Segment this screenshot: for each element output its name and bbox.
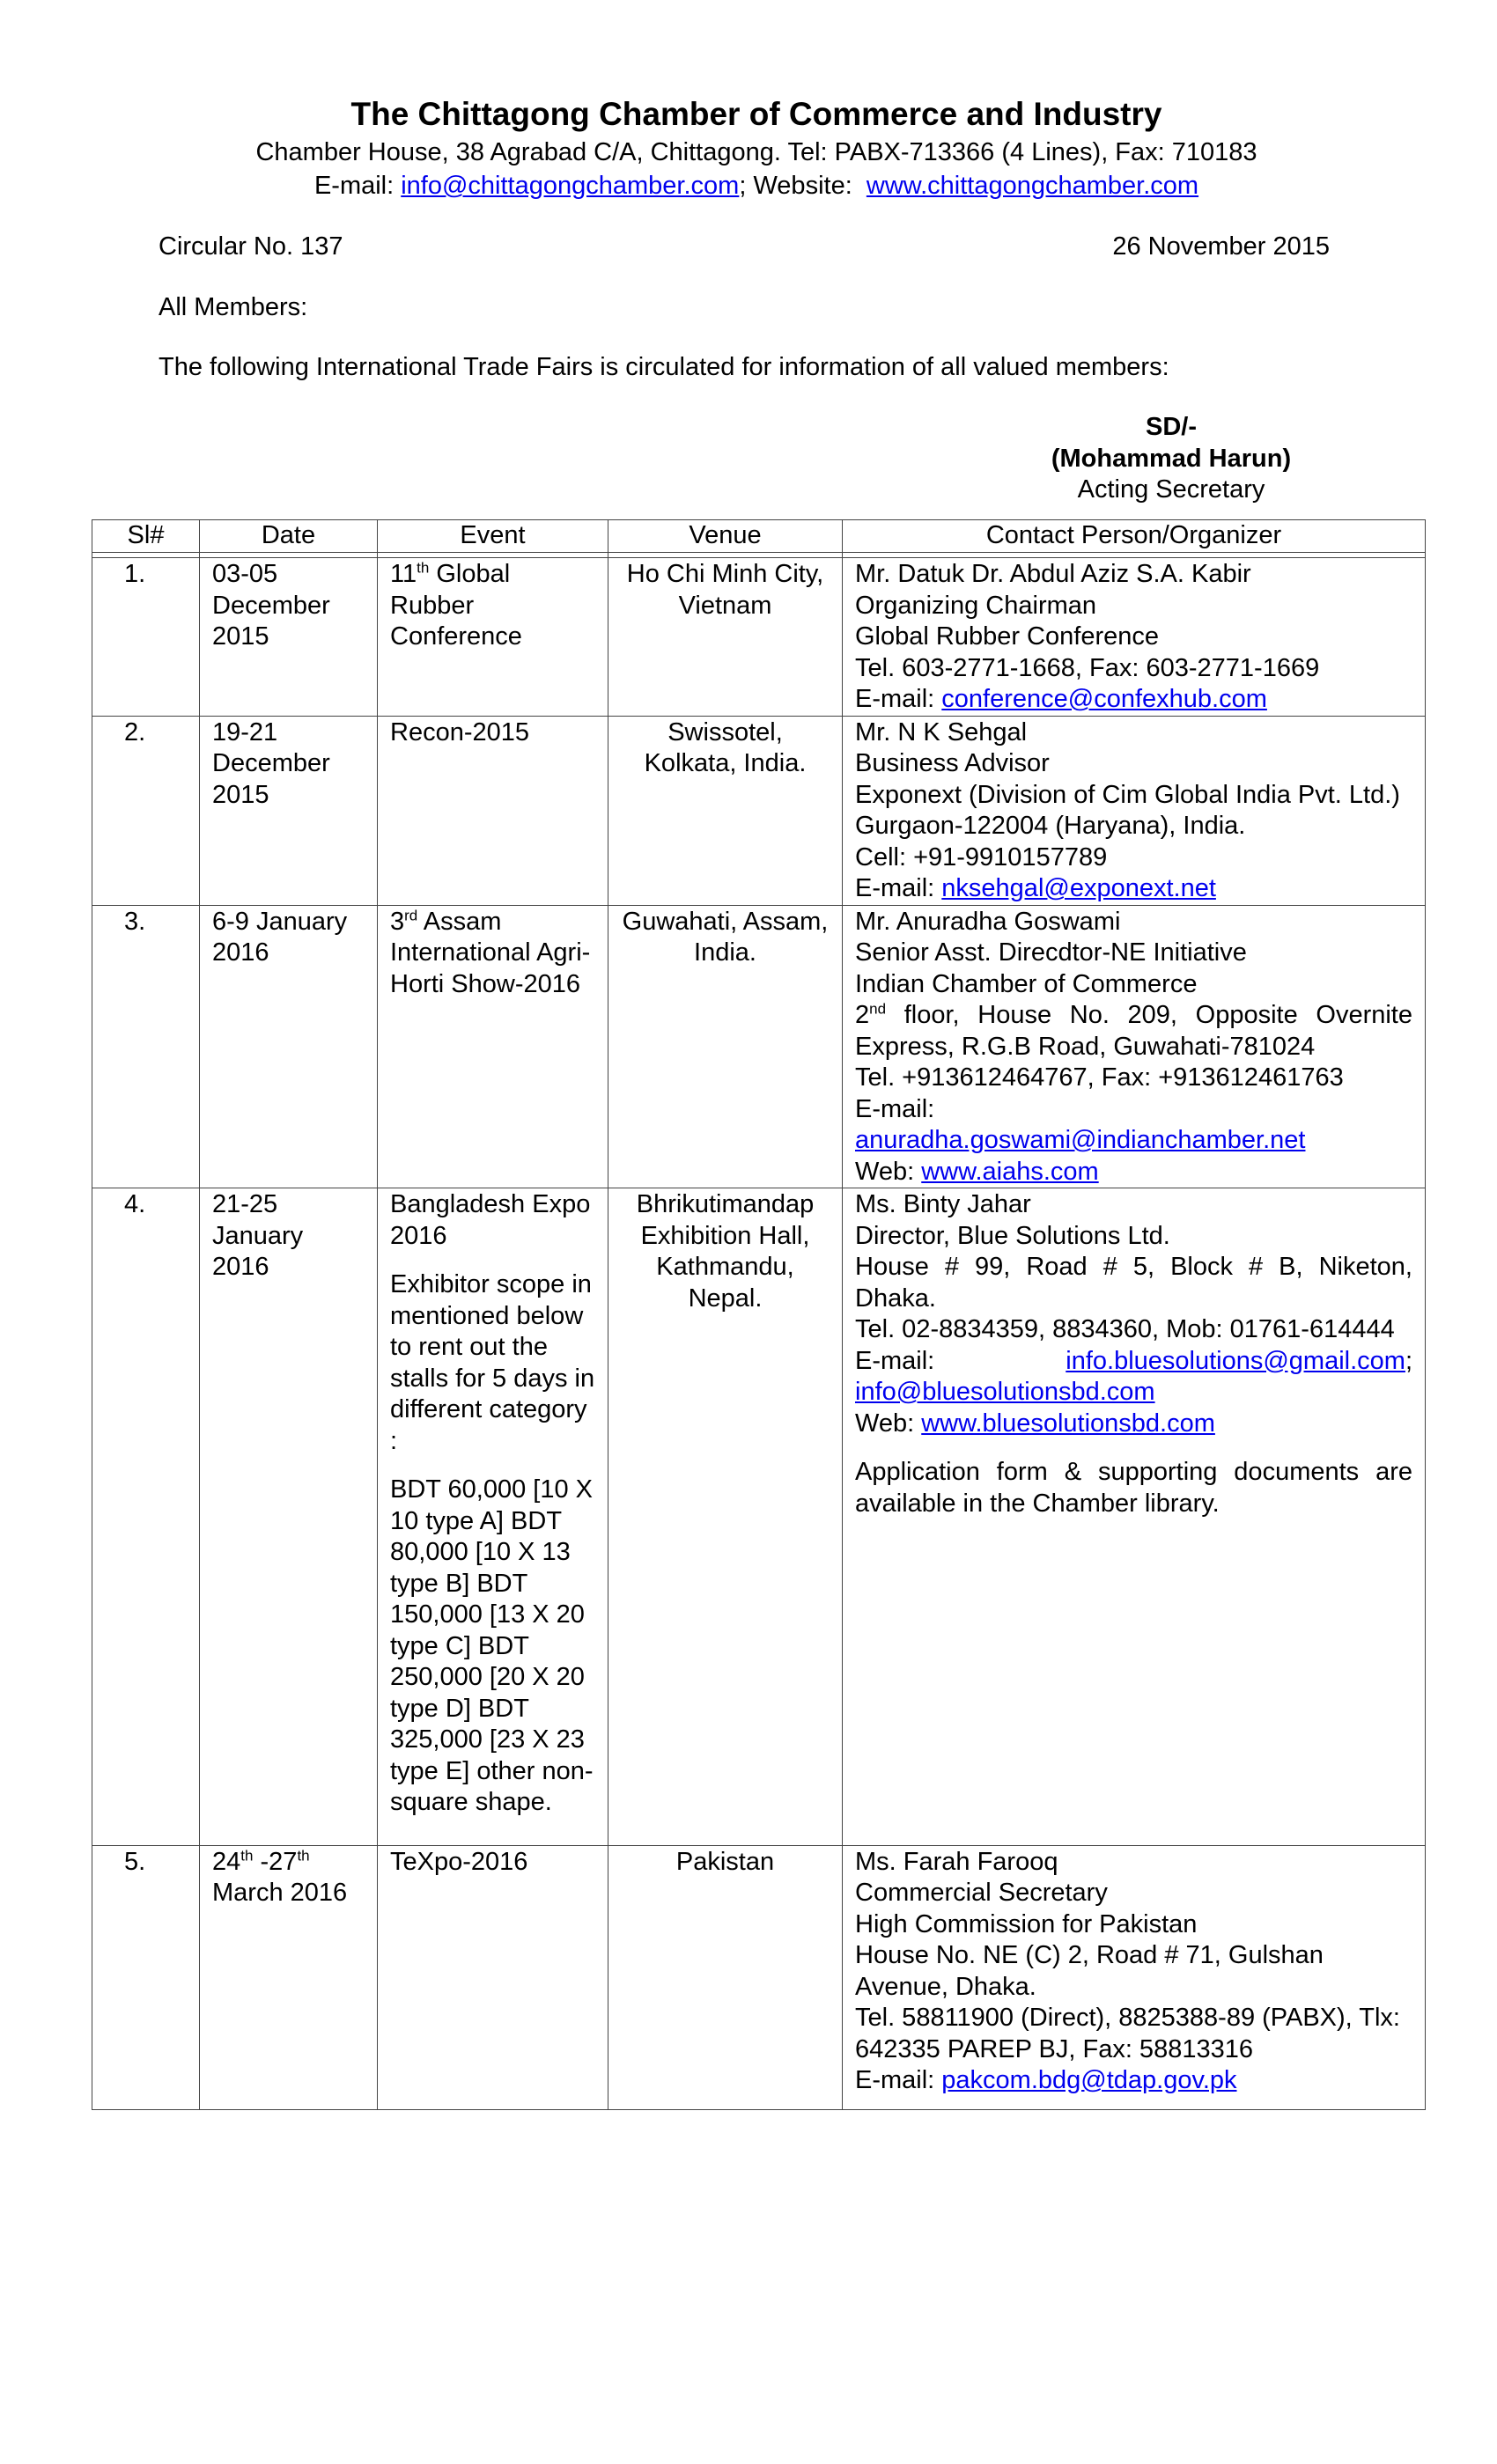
trade-fairs-table	[92, 519, 1426, 2110]
event-ordinal-suffix: th	[417, 559, 430, 577]
row-venue: Ho Chi Minh City, Vietnam	[608, 558, 843, 717]
row-event	[378, 558, 608, 717]
table-row	[92, 1845, 1426, 2109]
row-date: 21-25 January 2016	[200, 1188, 378, 1846]
event-scope: Exhibitor scope in mentioned below to rent out the stalls for 5 days in different category :	[390, 1270, 595, 1455]
contact-name: Mr. N K Sehgal	[855, 717, 1028, 747]
circular-number: Circular No. 137	[159, 232, 343, 261]
organization-website-link[interactable]: www.chittagongchamber.com	[866, 172, 1199, 200]
row-contact	[843, 1188, 1426, 1846]
email-label: E-mail:	[855, 2066, 935, 2094]
contact-title: Organizing Chairman	[855, 591, 1097, 620]
organization-address: Chamber House, 38 Agrabad C/A, Chittagong. Tel: PABX-713366 (4 Lines), Fax: 710183	[255, 138, 1257, 166]
email-label: E-mail:	[855, 1346, 935, 1375]
row-date	[200, 1845, 378, 2109]
date-end-suffix: th	[297, 1846, 310, 1864]
contact-title: Commercial Secretary	[855, 1879, 1108, 1907]
row-event: Recon-2015	[378, 716, 608, 905]
signatory-name: (Mohammad Harun)	[1051, 444, 1292, 473]
date-start-suffix: th	[240, 1846, 254, 1864]
row-venue: Guwahati, Assam, India.	[608, 905, 843, 1188]
event-title: Global Rubber Conference	[390, 560, 522, 651]
contact-address	[855, 1000, 1412, 1063]
web-label: Web:	[855, 1409, 915, 1438]
contact-email-link[interactable]: pakcom.bdg@tdap.gov.pk	[941, 2066, 1237, 2094]
row-venue: Pakistan	[608, 1845, 843, 2109]
contact-address: Gurgaon-122004 (Haryana), India.	[855, 812, 1246, 840]
contact-address: House # 99, Road # 5, Block # B, Niketon, Dhaka.	[855, 1253, 1412, 1313]
header-venue: Venue	[608, 520, 843, 553]
event-prices: BDT 60,000 [10 X 10 type A] BDT 80,000 [10 X 13 type B] BDT 150,000 [13 X 20 type C] BDT 250,000 [20 X 20 type D] BDT 325,000 [23 X 23 type E] other non-square shape.	[390, 1475, 594, 1816]
contact-title: Director, Blue Solutions Ltd.	[855, 1221, 1170, 1250]
row-sl: 3.	[92, 905, 200, 1188]
signature-sd: SD/-	[1146, 413, 1197, 441]
contact-email-link[interactable]: nksehgal@exponext.net	[941, 874, 1216, 902]
contact-web-link[interactable]: www.aiahs.com	[921, 1157, 1099, 1186]
contact-email-line	[855, 873, 1412, 905]
row-contact	[843, 716, 1426, 905]
date-start: 24	[212, 1847, 241, 1876]
address-floor: 2	[855, 1001, 870, 1029]
row-contact	[843, 558, 1426, 717]
event-title: Assam International Agri-Horti Show-2016	[390, 907, 591, 998]
contact-email-link[interactable]: conference@confexhub.com	[941, 685, 1267, 713]
contact-org: Exponext (Division of Cim Global India Pvt. Ltd.)	[855, 780, 1400, 809]
contact-name: Ms. Binty Jahar	[855, 1190, 1031, 1218]
web-label: Web:	[855, 1157, 915, 1186]
header-contact: Contact Person/Organizer	[843, 520, 1426, 553]
row-event	[378, 905, 608, 1188]
contact-email2-link[interactable]: info@bluesolutionsbd.com	[855, 1378, 1155, 1406]
contact-phone: Cell: +91-9910157789	[855, 842, 1108, 872]
row-event	[378, 1188, 608, 1846]
table-row	[92, 1188, 1426, 1846]
organization-name: The Chittagong Chamber of Commerce and Industry	[350, 96, 1162, 132]
contact-web-line	[855, 1157, 1412, 1188]
contact-email-line	[855, 1346, 1412, 1378]
date-month: March 2016	[212, 1879, 348, 1907]
table-row	[92, 558, 1426, 717]
contact-web-link[interactable]: www.bluesolutionsbd.com	[921, 1409, 1215, 1438]
address-floor-suffix: nd	[869, 1000, 887, 1018]
contact-note: Application form & supporting documents are available in the Chamber library.	[855, 1458, 1412, 1518]
row-sl: 4.	[92, 1188, 200, 1846]
row-event: TeXpo-2016	[378, 1845, 608, 2109]
date-end: -27	[253, 1847, 298, 1876]
contact-phone: Tel. 58811900 (Direct), 8825388-89 (PABX), Tlx: 642335 PAREP BJ, Fax: 58813316	[855, 2004, 1400, 2063]
contact-phone: Tel. 02-8834359, 8834360, Mob: 01761-614444	[855, 1315, 1395, 1343]
row-date: 03-05 December 2015	[200, 558, 378, 717]
email-separator: ;	[1405, 1346, 1412, 1375]
contact-email-link[interactable]: info.bluesolutions@gmail.com	[1066, 1346, 1405, 1375]
contact-org: High Commission for Pakistan	[855, 1909, 1198, 1938]
contact-name: Ms. Farah Farooq	[855, 1847, 1058, 1876]
event-ordinal: 3	[390, 907, 405, 936]
event-ordinal-suffix: rd	[404, 906, 418, 923]
row-contact	[843, 1845, 1426, 2109]
table-row	[92, 716, 1426, 905]
header-sl: Sl#	[92, 520, 200, 553]
signature-block	[1021, 412, 1321, 506]
email-label: E-mail:	[855, 1094, 935, 1123]
row-venue: Bhrikutimandap Exhibition Hall, Kathmandu, Nepal.	[608, 1188, 843, 1846]
table-row	[92, 905, 1426, 1188]
email-label: E-mail:	[855, 874, 935, 902]
contact-email-line	[855, 2065, 1412, 2097]
row-venue: Swissotel, Kolkata, India.	[608, 716, 843, 905]
organization-contact	[0, 170, 1497, 202]
contact-title: Senior Asst. Direcdtor-NE Initiative	[855, 938, 1247, 967]
email-label: E-mail:	[313, 172, 395, 200]
table-header-row	[92, 520, 1426, 553]
contact-address: House No. NE (C) 2, Road # 71, Gulshan Avenue, Dhaka.	[855, 1941, 1324, 2001]
contact-title: Business Advisor	[855, 749, 1050, 777]
contact-name: Mr. Datuk Dr. Abdul Aziz S.A. Kabir	[855, 560, 1251, 588]
contact-org: Indian Chamber of Commerce	[855, 969, 1198, 998]
signatory-title: Acting Secretary	[1077, 475, 1265, 504]
contact-email-link[interactable]: anuradha.goswami@indianchamber.net	[855, 1126, 1306, 1154]
row-contact	[843, 905, 1426, 1188]
row-sl: 2.	[92, 716, 200, 905]
website-label: ; Website:	[739, 172, 852, 200]
row-date: 19-21 December 2015	[200, 716, 378, 905]
event-title: Bangladesh Expo 2016	[390, 1190, 591, 1250]
email-label: E-mail:	[855, 685, 935, 713]
contact-email-line	[855, 684, 1412, 716]
organization-email-link[interactable]: info@chittagongchamber.com	[401, 172, 740, 200]
circular-date: 26 November 2015	[1112, 232, 1330, 261]
contact-web-line	[855, 1409, 1412, 1440]
contact-name: Mr. Anuradha Goswami	[855, 907, 1121, 936]
event-ordinal: 11	[390, 560, 417, 588]
address-rest: floor, House No. 209, Opposite Overnite Express, R.G.B Road, Guwahati-781024	[855, 1001, 1412, 1061]
contact-phone: Tel. +913612464767, Fax: +913612461763	[855, 1063, 1344, 1092]
intro-text: The following International Trade Fairs is circulated for information of all valued members:	[159, 353, 1169, 381]
contact-org: Global Rubber Conference	[855, 622, 1159, 651]
row-sl: 5.	[92, 1845, 200, 2109]
header-event: Event	[378, 520, 608, 553]
salutation: All Members:	[159, 293, 308, 321]
contact-phone: Tel. 603-2771-1668, Fax: 603-2771-1669	[855, 653, 1320, 682]
row-date: 6-9 January 2016	[200, 905, 378, 1188]
header-date: Date	[200, 520, 378, 553]
row-sl: 1.	[92, 558, 200, 717]
